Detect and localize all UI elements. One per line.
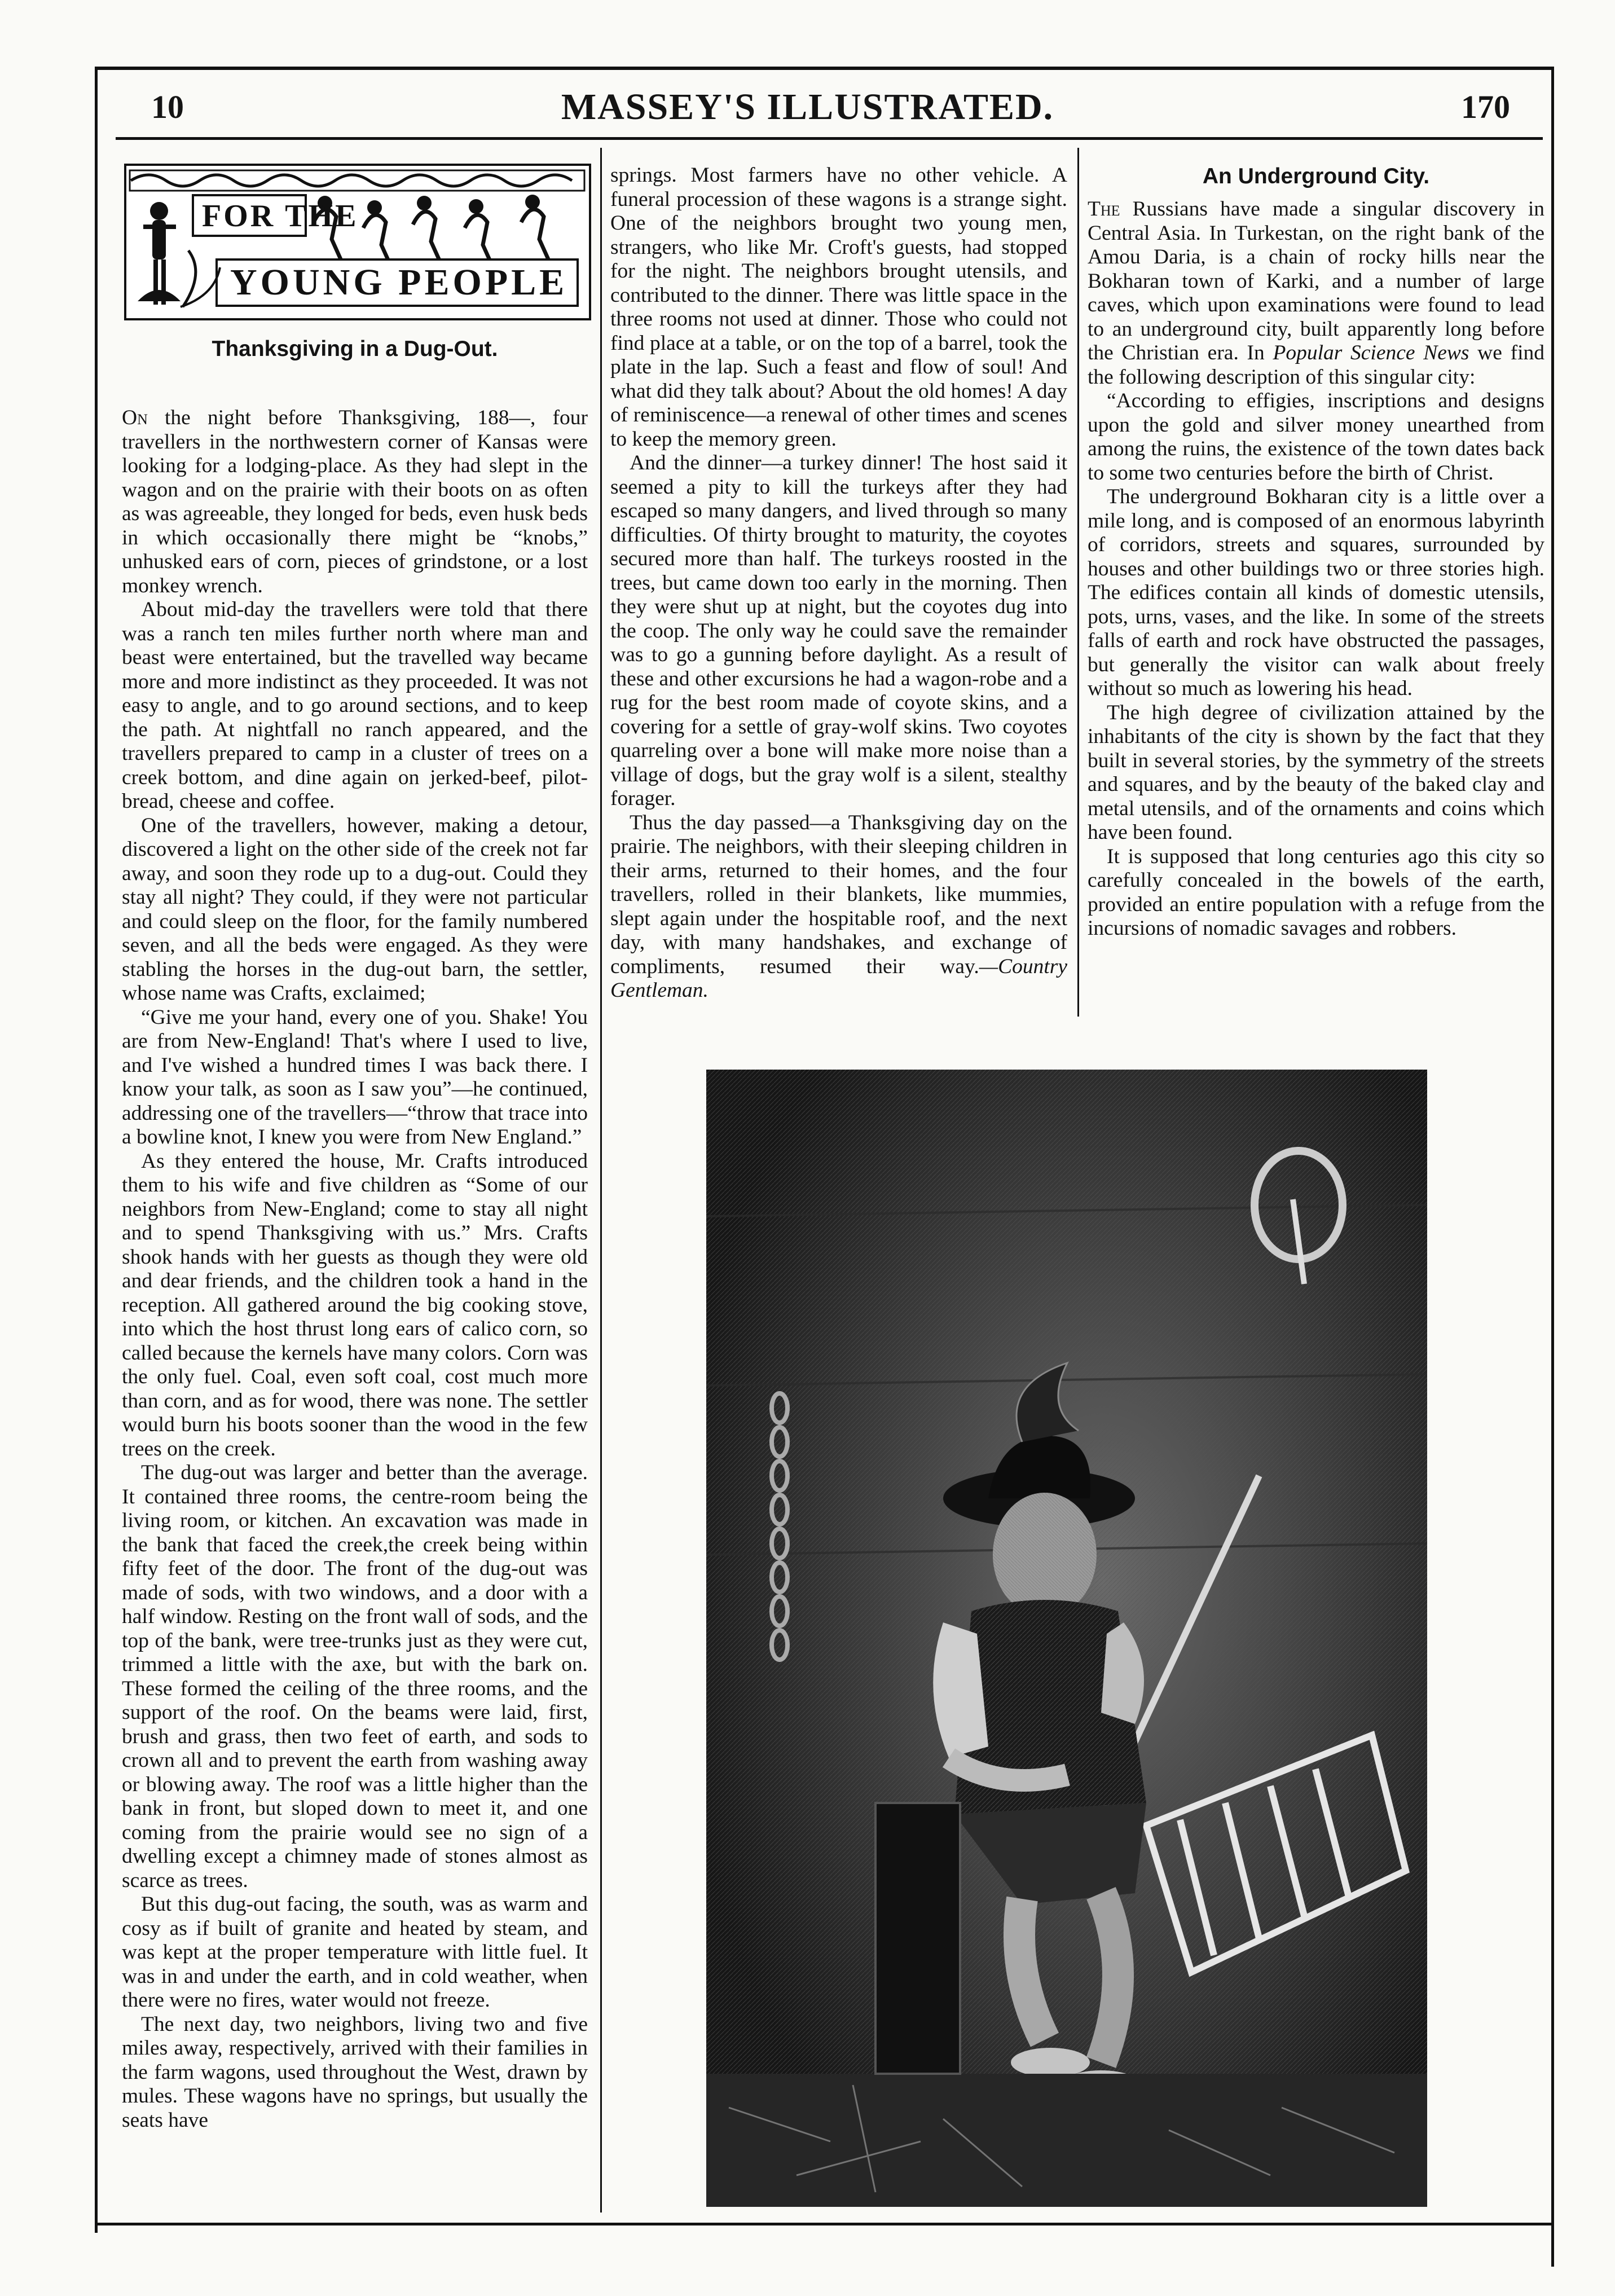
header-rule — [116, 137, 1543, 140]
article1-drop-word: On — [122, 406, 148, 429]
banner-line-2: YOUNG PEOPLE — [230, 262, 568, 303]
young-people-banner — [124, 164, 591, 320]
article1-continued-paragraph: springs. Most farmers have no other vehicle. A funeral procession of these wagons is a strange sight. One of the neighbors brought two young men, strangers, who like Mr. Croft's guests, had stopped for the night. The neighbors brought utensils, and contributed to the dinner. There was little space in the three rooms not used at dinner. Those who could not find place at a table, or on the top of a barrel, took the plate in the lap. Such a feast and flow of soul! And what did they talk about? About the old homes! A day of reminiscence—a renewal of other times and scenes to keep the memory green. — [610, 164, 1067, 451]
article2-paragraph: “According to effigies, inscriptions and designs upon the gold and silver money unearthed from among the ruins, the existence of the town dates back to some two centuries before the birth of Christ. — [1088, 389, 1544, 485]
article-heading-underground-city: An Underground City. — [1202, 164, 1430, 188]
article2-paragraph: The high degree of civilization attained by the inhabitants of the city is shown by the fact that they built in several stories, by the symmetry of the streets and squares, and by the beauty of the baked clay and metal utensils, and of the ornaments and coins which have been found. — [1088, 701, 1544, 844]
column-2 — [610, 164, 1067, 1003]
article1-paragraph: One of the travellers, however, making a detour, discovered a light on the other side of the creek not far away, and soon they rode up to a dug-out. Could they stay all night? They could, if they were not particular and could sleep on the floor, for the family numbered seven, and all the beds were engaged. As they were stabling the horses in the dug-out barn, the settler, whose name was Crafts, exclaimed; — [122, 813, 588, 1005]
article2-paragraph: It is supposed that long centuries ago this city so carefully concealed in the bowels of the earth, provided an entire population with a refuge from the incursions of nomadic savages and robbers. — [1088, 844, 1544, 940]
page-border-left — [95, 67, 98, 2233]
article2-paragraph: The underground Bokharan city is a little over a mile long, and is composed of an enormous labyrinth of corridors, streets and squares, surrounded by houses and other buildings two or three stories high. The edifices contain all kinds of domestic utensils, pots, urns, vases, and the like. In some of the streets falls of earth and rock have obstructed the passages, but generally the visitor can walk about freely without so much as lowering his head. — [1088, 485, 1544, 700]
article1-paragraph: On the night before Thanksgiving, 188—, four travellers in the northwestern corner of Kansas were looking for a lodging-place. As they had slept in the wagon and on the prairie with their boots on as often as was agreeable, they longed for beds, even husk beds in which occasionally there might be “knobs,” unhusked ears of corn, pieces of grindstone, or a lost monkey wrench. — [122, 406, 588, 597]
engraving-illustration — [706, 1070, 1427, 2207]
running-title: MASSEY'S ILLUSTRATED. — [561, 86, 1054, 127]
column-3 — [1088, 164, 1544, 941]
article2-drop-word: The — [1088, 197, 1120, 221]
article-heading-thanksgiving: Thanksgiving in a Dug-Out. — [212, 337, 498, 361]
article2-paragraph: The Russians have made a singular discovery in Central Asia. In Turkestan, on the right bank of the Amou Daria, is a chain of rocky hills near the Bokharan town of Karki, and a number of large caves, which upon examinations were found to lead to an underground city, built apparently long before the Christian era. In Popular Science News we find the following description of this singular city: — [1088, 197, 1544, 389]
article1-continued-paragraph: And the dinner—a turkey dinner! The host said it seemed a pity to kill the turkeys after they had escaped so many dangers, and lived through so many difficulties. Of thirty brought to maturity, the coyotes secured more than half. The turkeys roosted in the trees, but came down too early in the morning. Then they were shut up at night, but the coyotes dug into the coop. The only way he could save the remainder was to go a gunning before daylight. As a result of these and other excursions he had a wagon-robe and a rug for the best room made of coyote skins, and a covering for a settle of gray-wolf skins. Two coyotes quarreling over a bone will make more noise than a village of dogs, but the gray wolf is a silent, stealthy forager. — [610, 451, 1067, 810]
article1-paragraph: About mid-day the travellers were told that there was a ranch ten miles further north where man and beast were entertained, but the travelled way became more and more indistinct as they proceeded. It was not easy to angle, and to go around sections, and to keep the path. At nightfall no ranch appeared, and the travellers prepared to camp in a cluster of trees on a creek bottom, and dine again on jerked-beef, pilot-bread, cheese and coffee. — [122, 598, 588, 813]
page-number-left: 10 — [151, 89, 184, 125]
page-border-bottom — [96, 2223, 1552, 2225]
article1-paragraph: The dug-out was larger and better than the average. It contained three rooms, the centre-room being the living room, or kitchen. An excavation was made in the bank that faced the creek,the creek being within fifty feet of the door. The front of the dug-out was made of sods, with two windows, and a door with a half window. Resting on the front wall of sods, and the top of the bank, were tree-trunks just as they were cut, trimmed a little with the axe, but with the bark on. These formed the ceiling of the three rooms, and the support of the roof. On the beams were laid, first, brush and grass, then two feet of earth, and sods to crown all and to prevent the earth from washing away or blowing away. The roof was a little higher than the bank in front, but sloped down to meet it, and one coming from the prairie would see no sign of a dwelling except a chimney made of stones almost as scarce as trees. — [122, 1461, 588, 1892]
engraving-boy-with-rake-image — [706, 1070, 1427, 2207]
journal-title: Popular Science News — [1273, 341, 1469, 364]
article1-paragraph: The next day, two neighbors, living two and five miles away, respectively, arrived with their families in the farm wagons, used throughout the West, drawn by mules. These wagons have no springs, but usually the seats have — [122, 2012, 588, 2132]
article1-paragraph: As they entered the house, Mr. Crafts introduced them to his wife and five children as “Some of our neighbors from New-England; come to stay all night and to spend Thanksgiving with us.” Mrs. Crafts shook hands with her guests as though they were old and dear friends, and the children took a hand in the reception. All gathered around the big cooking stove, into which the host thrust long ears of calico corn, so called because the kernels have many colors. Corn was the only fuel. Coal, even soft coal, cost much more than corn, and as for wood, there was none. The settler would burn his boots sooner than the wood in the few trees on the creek. — [122, 1149, 588, 1461]
page-number-right: 170 — [1461, 89, 1510, 125]
article1-paragraph: “Give me your hand, every one of you. Shake! You are from New-England! That's where I used to live, and I've wished a hundred times I was back there. I know your talk, as soon as I saw you”—he continued, addressing one of the travellers—“throw that trace into a bowline knot, I knew you were from New England.” — [122, 1005, 588, 1149]
article1-continued-paragraph: Thus the day passed—a Thanksgiving day on the prairie. The neighbors, with their sleeping children in their arms, returned to their homes, and the four travellers, rolled in their blankets, like mummies, slept again under the hospitable roof, and the next day, with many handshakes, and exchange of compliments, resumed their way.—Country Gentleman. — [610, 811, 1067, 1002]
banner-line-1: FOR THE — [202, 199, 359, 234]
page-border-right — [1551, 67, 1554, 2267]
page-border-top — [96, 67, 1552, 70]
article-source: —Country Gentleman. — [610, 955, 1067, 1002]
column-rule-2 — [1077, 148, 1079, 1017]
column-rule-1 — [600, 148, 602, 2213]
article1-paragraph: But this dug-out facing, the south, was as warm and cosy as if built of granite and heated by steam, and was kept at the proper temperature with little fuel. It was in and under the earth, and in cold weather, when there were no fires, water would not freeze. — [122, 1893, 588, 2012]
column-1 — [122, 406, 588, 2132]
